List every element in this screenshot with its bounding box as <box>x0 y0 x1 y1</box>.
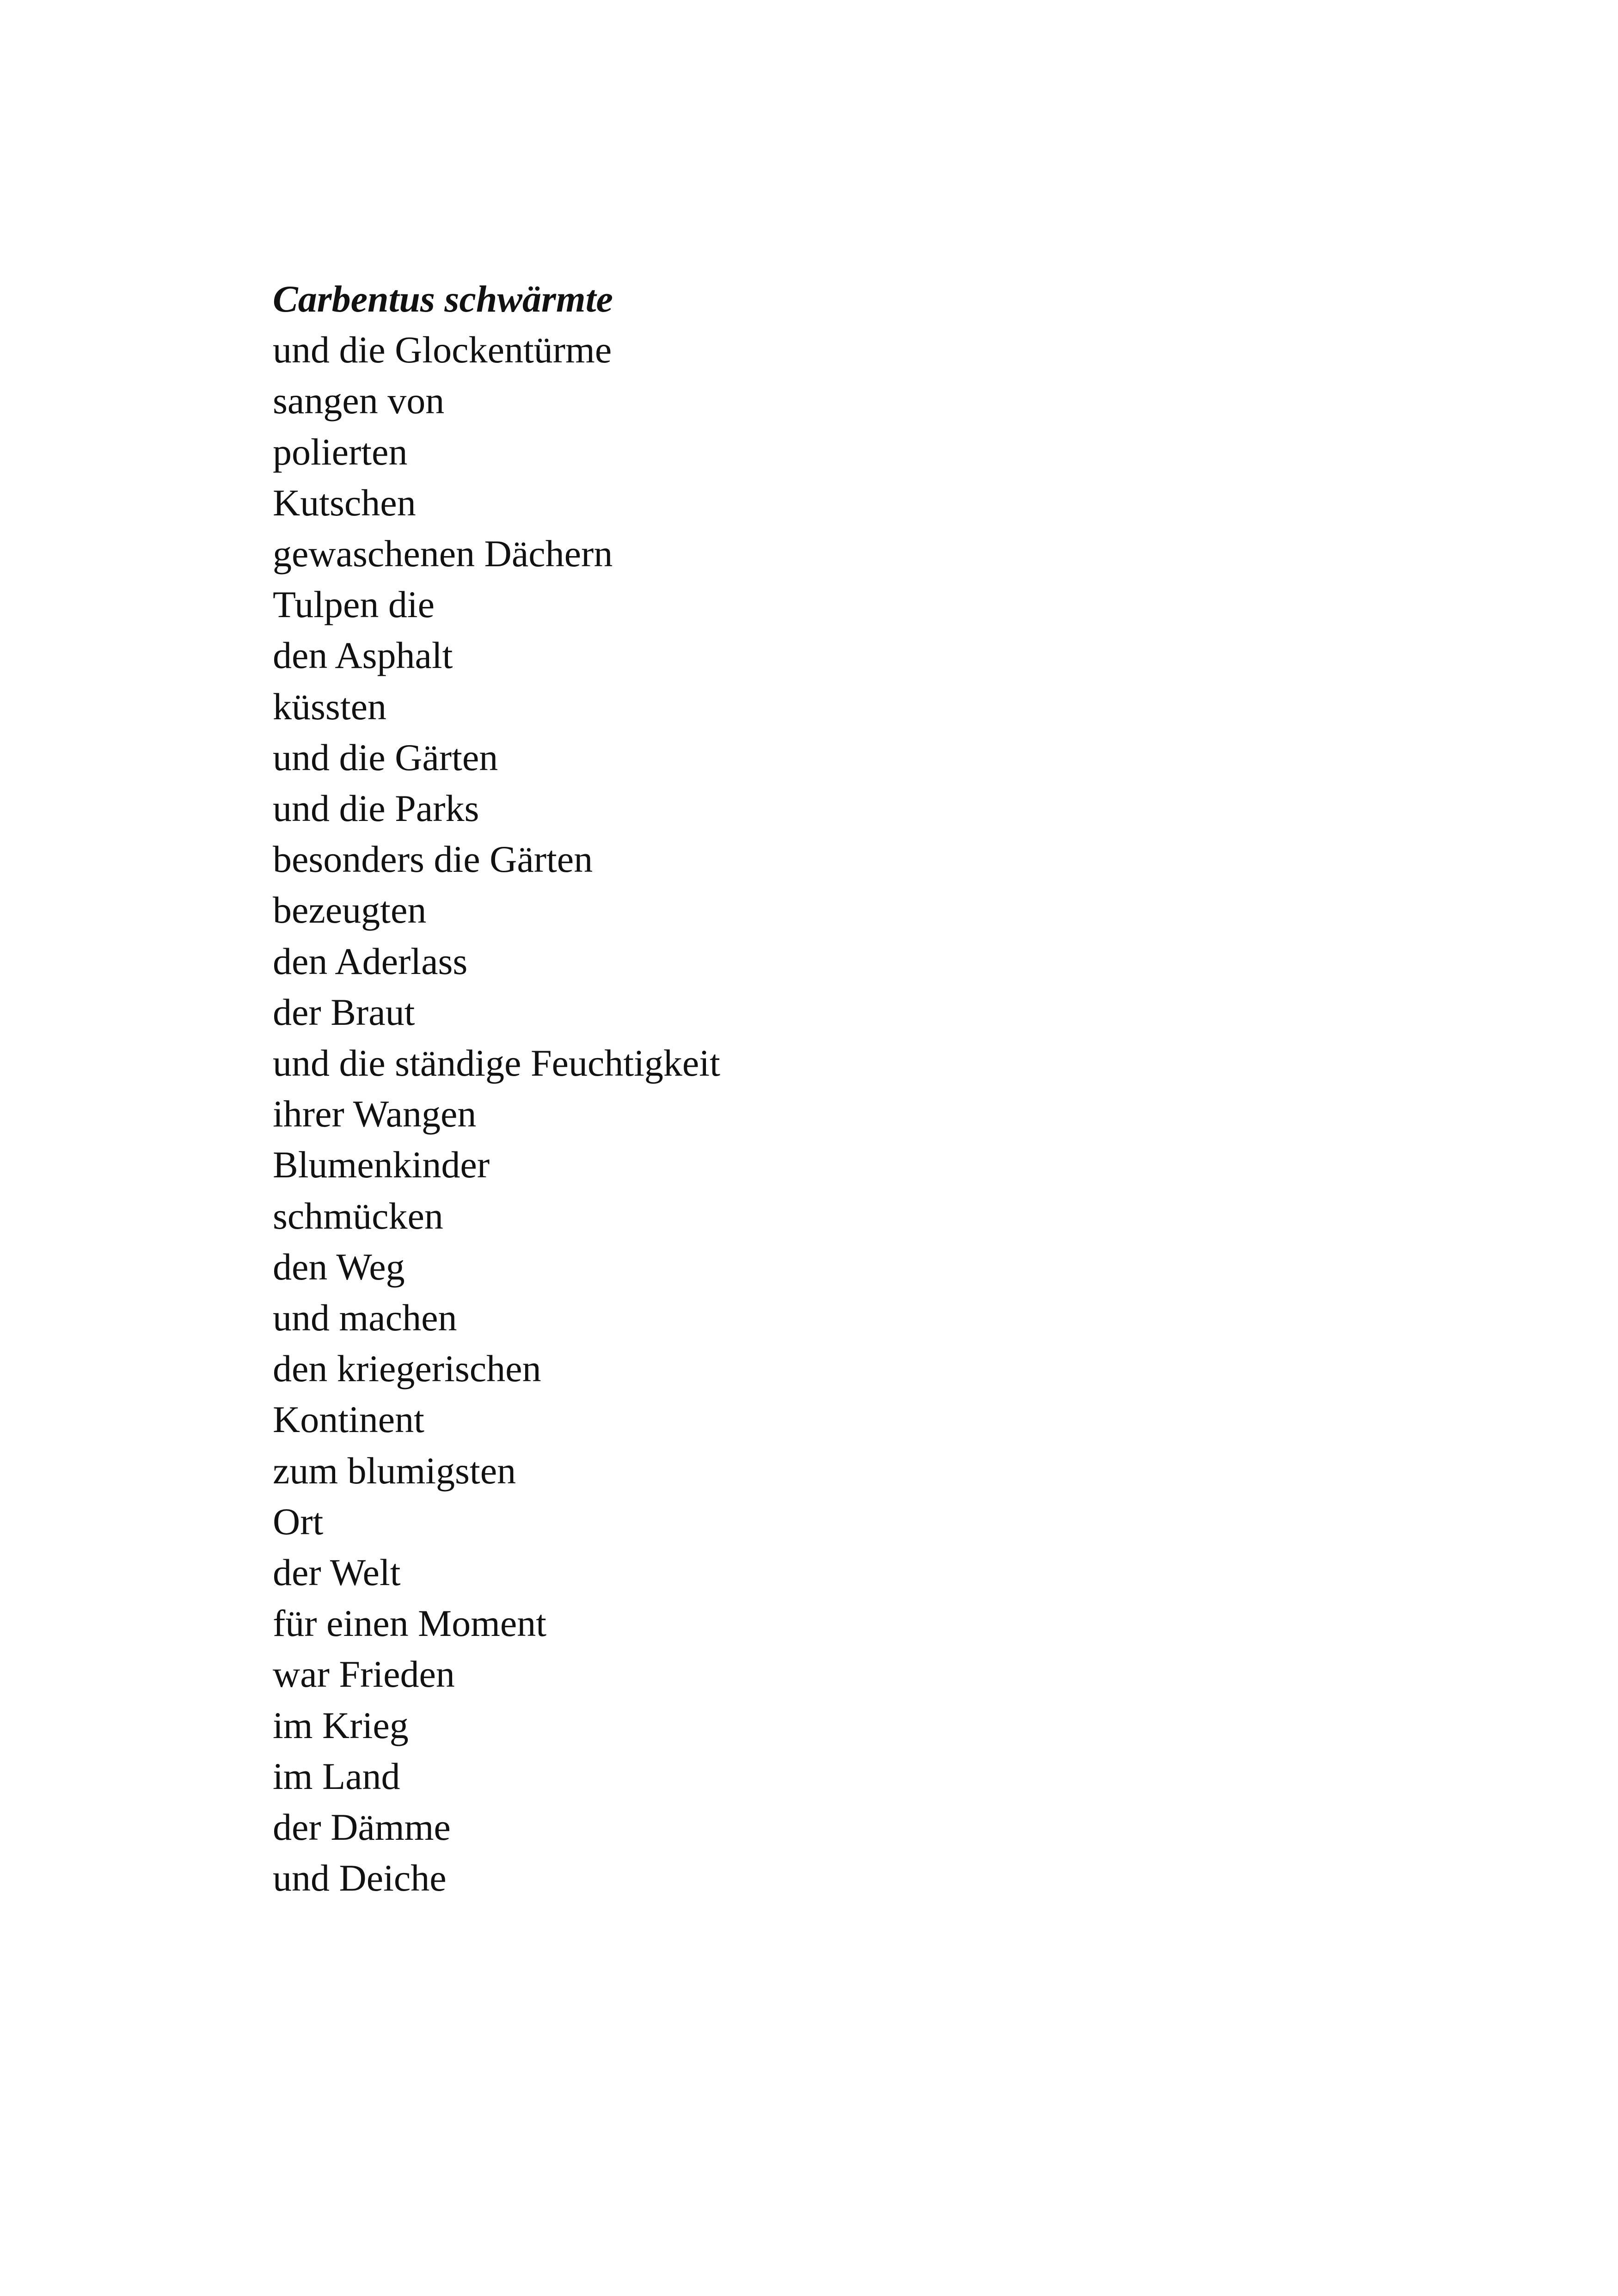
poem-line: schmücken <box>273 1194 443 1237</box>
poem-line: und die Gärten <box>273 736 498 778</box>
poem-line: im Krieg <box>273 1704 409 1746</box>
poem-line: küssten <box>273 685 386 728</box>
poem-line: gewaschenen Dächern <box>273 533 613 575</box>
poem-line: der Braut <box>273 991 415 1033</box>
poem-line: der Dämme <box>273 1806 451 1849</box>
poem-line: den Aderlass <box>273 940 468 982</box>
poem-title: Carbentus schwärmte <box>273 278 613 320</box>
poem-line: Blumenkinder <box>273 1144 490 1186</box>
poem-line: polierten <box>273 430 408 473</box>
poem-line: war Frieden <box>273 1653 455 1696</box>
poem-line: der Welt <box>273 1551 401 1594</box>
poem-line: für einen Moment <box>273 1602 547 1645</box>
poem-line: ihrer Wangen <box>273 1093 477 1135</box>
poem-line: sangen von <box>273 380 445 422</box>
poem-line: und machen <box>273 1297 457 1339</box>
poem-line: und die Glockentürme <box>273 329 612 371</box>
poem-line: und die ständige Feuchtigkeit <box>273 1042 720 1084</box>
poem-line: den Asphalt <box>273 634 453 677</box>
poem-line: und die Parks <box>273 787 479 830</box>
poem-line: Kutschen <box>273 481 416 524</box>
poem-line: Kontinent <box>273 1398 424 1441</box>
poem <box>273 274 720 1904</box>
poem-line: und Deiche <box>273 1857 447 1899</box>
poem-line: Ort <box>273 1500 324 1543</box>
poem-line: den kriegerischen <box>273 1347 541 1390</box>
poem-line: Tulpen die <box>273 583 435 626</box>
poem-line: besonders die Gärten <box>273 838 593 881</box>
poem-line: zum blumigsten <box>273 1449 516 1492</box>
poem-line: im Land <box>273 1755 400 1797</box>
poem-line: bezeugten <box>273 889 427 931</box>
poem-line: den Weg <box>273 1245 405 1288</box>
